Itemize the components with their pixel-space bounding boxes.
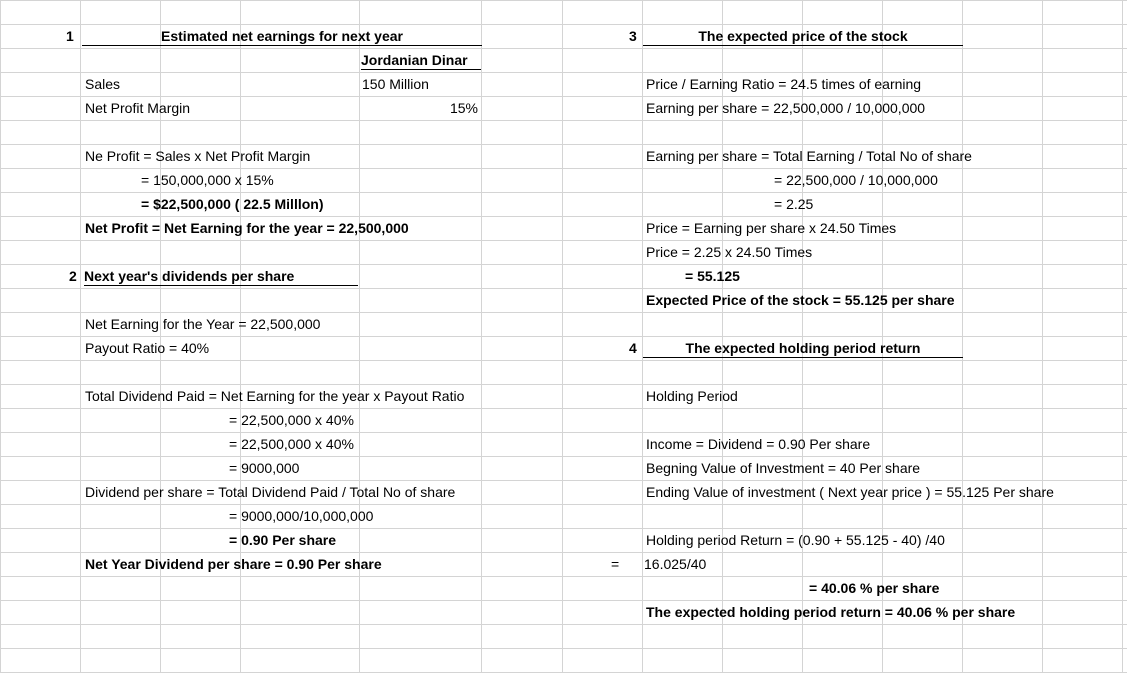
formula-cell[interactable]: Payout Ratio = 40% bbox=[85, 340, 210, 356]
formula-cell[interactable]: = $22,500,000 ( 22.5 Milllon) bbox=[141, 196, 324, 212]
equals-sign-cell[interactable]: = bbox=[611, 556, 620, 572]
formula-cell[interactable]: Earning per share = Total Earning / Total No of share bbox=[646, 148, 972, 164]
formula-cell[interactable]: = 22,500,000 x 40% bbox=[229, 412, 354, 428]
formula-cell[interactable]: Price = Earning per share x 24.50 Times bbox=[646, 220, 897, 236]
sales-value[interactable]: 150 Million bbox=[362, 76, 429, 92]
section-number[interactable]: 1 bbox=[66, 28, 74, 44]
section-number[interactable]: 2 bbox=[69, 268, 77, 284]
grid-column-line bbox=[562, 0, 563, 673]
grid-column-line bbox=[962, 0, 963, 673]
section-title[interactable]: The expected price of the stock bbox=[643, 27, 963, 46]
grid-column-line bbox=[642, 0, 643, 673]
formula-cell[interactable]: Begning Value of Investment = 40 Per share bbox=[646, 460, 921, 476]
formula-cell[interactable]: Price = 2.25 x 24.50 Times bbox=[646, 244, 813, 260]
formula-cell[interactable]: = 22,500,000 x 40% bbox=[229, 436, 354, 452]
grid-column-line bbox=[1122, 0, 1123, 673]
formula-cell[interactable]: = 2.25 bbox=[774, 196, 814, 212]
currency-header[interactable]: Jordanian Dinar bbox=[361, 51, 481, 70]
net-profit-margin-value[interactable]: 15% bbox=[449, 100, 478, 116]
formula-cell[interactable]: Ending Value of investment ( Next year price ) = 55.125 Per share bbox=[646, 484, 1054, 500]
section-number[interactable]: 4 bbox=[629, 340, 637, 356]
formula-cell[interactable]: Holding Period bbox=[646, 388, 738, 404]
formula-cell[interactable]: Holding period Return = (0.90 + 55.125 - 40) /40 bbox=[646, 532, 945, 548]
formula-cell[interactable]: Income = Dividend = 0.90 Per share bbox=[646, 436, 871, 452]
formula-cell[interactable]: = 9000,000 bbox=[229, 460, 300, 476]
formula-cell[interactable]: = 40.06 % per share bbox=[809, 580, 940, 596]
formula-cell[interactable]: Ne Profit = Sales x Net Profit Margin bbox=[85, 148, 311, 164]
formula-cell[interactable]: 16.025/40 bbox=[644, 556, 707, 572]
section-title[interactable]: Estimated net earnings for next year bbox=[82, 27, 482, 46]
grid-column-line bbox=[80, 0, 81, 673]
formula-cell[interactable]: = 150,000,000 x 15% bbox=[141, 172, 274, 188]
formula-cell[interactable]: = 0.90 Per share bbox=[229, 532, 337, 548]
formula-cell[interactable]: = 55.125 bbox=[685, 268, 740, 284]
grid-column-line bbox=[1042, 0, 1043, 673]
grid-column-line bbox=[481, 0, 482, 673]
conclusion-cell[interactable]: Expected Price of the stock = 55.125 per share bbox=[646, 292, 955, 308]
conclusion-cell[interactable]: The expected holding period return = 40.06 % per share bbox=[646, 604, 1016, 620]
section-title[interactable]: Next year's dividends per share bbox=[84, 267, 358, 286]
formula-cell[interactable]: Earning per share = 22,500,000 / 10,000,000 bbox=[646, 100, 926, 116]
formula-cell[interactable]: = 22,500,000 / 10,000,000 bbox=[774, 172, 938, 188]
net-profit-margin-label[interactable]: Net Profit Margin bbox=[85, 100, 191, 116]
section-number[interactable]: 3 bbox=[629, 28, 637, 44]
formula-cell[interactable]: Price / Earning Ratio = 24.5 times of earning bbox=[646, 76, 922, 92]
section-title[interactable]: The expected holding period return bbox=[643, 339, 963, 358]
conclusion-cell[interactable]: Net Profit = Net Earning for the year = 22,500,000 bbox=[85, 220, 409, 236]
formula-cell[interactable]: Net Earning for the Year = 22,500,000 bbox=[85, 316, 321, 332]
formula-cell[interactable]: Dividend per share = Total Dividend Paid / Total No of share bbox=[85, 484, 456, 500]
sales-label[interactable]: Sales bbox=[85, 76, 121, 92]
formula-cell[interactable]: Total Dividend Paid = Net Earning for the year x Payout Ratio bbox=[85, 388, 465, 404]
conclusion-cell[interactable]: Net Year Dividend per share = 0.90 Per share bbox=[85, 556, 382, 572]
formula-cell[interactable]: = 9000,000/10,000,000 bbox=[229, 508, 374, 524]
